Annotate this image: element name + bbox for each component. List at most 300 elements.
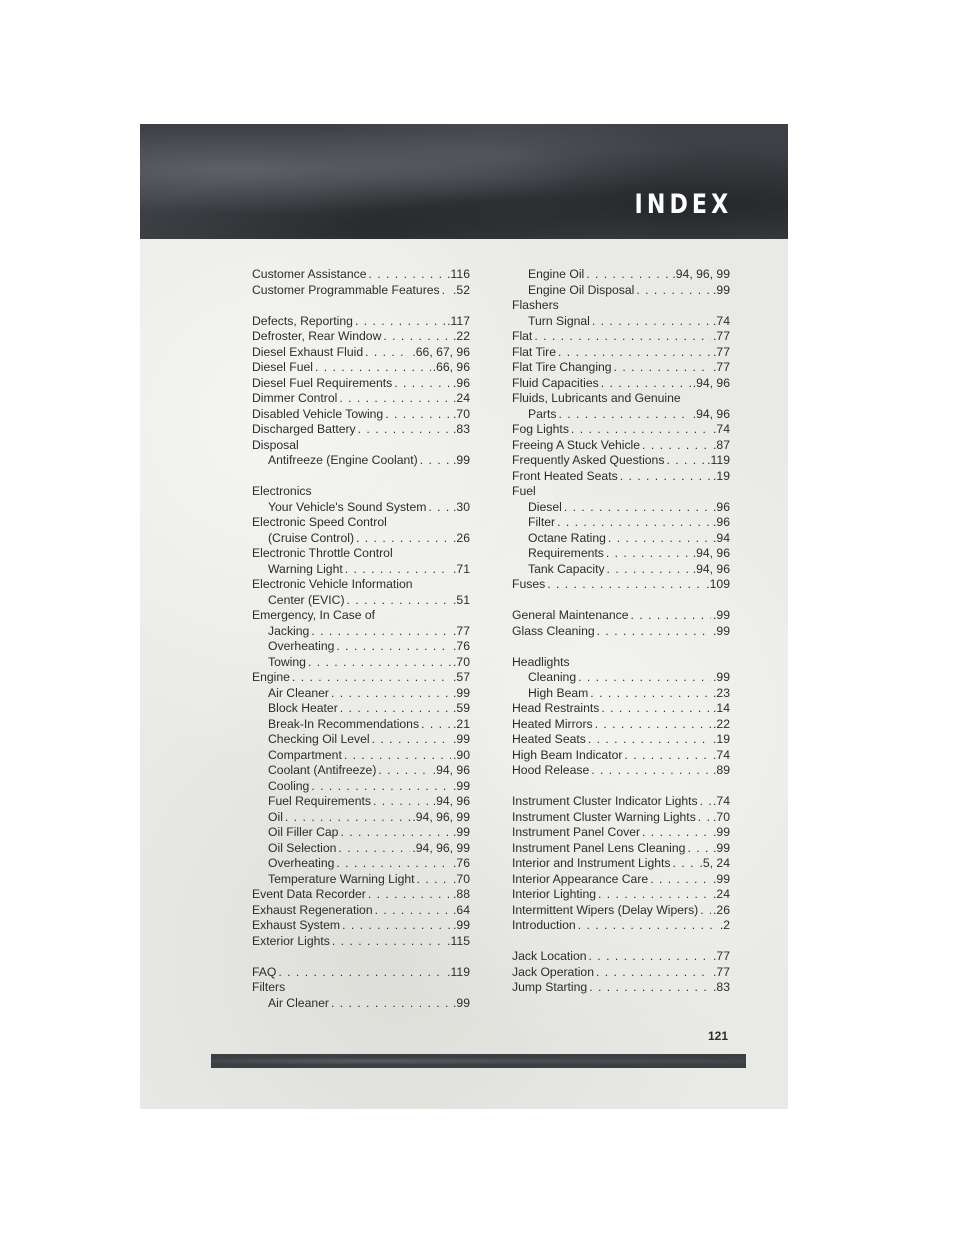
dot-leader — [586, 267, 670, 283]
entry-label: Air Cleaner — [268, 995, 329, 1010]
entry-page-ref: .94, 96, 99 — [412, 809, 470, 824]
entry-page-ref: .96 — [713, 499, 730, 514]
entry-label: Towing — [268, 654, 306, 669]
dot-leader — [344, 748, 451, 764]
entry-label: Compartment — [268, 747, 342, 762]
entry-page-ref: .77 — [713, 964, 730, 979]
dot-leader — [558, 345, 711, 361]
dot-leader — [378, 763, 430, 779]
dot-leader — [642, 825, 711, 841]
dot-leader — [596, 965, 711, 981]
index-subentry — [252, 500, 470, 516]
entry-label: Instrument Cluster Indicator Lights — [512, 794, 698, 808]
entry-page-ref: .70 — [713, 809, 730, 824]
index-subentry — [252, 732, 470, 748]
entry-label: Flat Tire — [512, 344, 557, 359]
index-entry — [512, 763, 730, 779]
entry-page-ref: .83 — [713, 980, 730, 994]
dot-leader — [355, 314, 445, 330]
entry-page-ref: .117 — [447, 313, 470, 328]
index-entry — [252, 670, 470, 686]
index-entry — [512, 345, 730, 361]
index-entry — [252, 438, 470, 454]
entry-page-ref: .51 — [453, 592, 470, 607]
index-subentry — [252, 779, 470, 795]
entry-label: Fuel — [512, 484, 536, 498]
index-subentry — [252, 701, 470, 717]
entry-page-ref: .2 — [719, 918, 730, 932]
index-entry — [512, 965, 730, 981]
index-entry — [252, 484, 470, 500]
index-subentry — [512, 670, 730, 686]
index-entry — [512, 655, 730, 671]
index-subentry — [512, 314, 730, 330]
entry-label: Heated Mirrors — [512, 716, 593, 731]
entry-spacer — [512, 639, 730, 655]
index-column-left — [252, 267, 470, 1011]
index-entry — [512, 887, 730, 903]
entry-page-ref: .23 — [713, 685, 730, 700]
dot-leader — [375, 903, 451, 919]
entry-label: FAQ — [252, 964, 277, 979]
index-subentry — [252, 655, 470, 671]
entry-label: General Maintenance — [512, 608, 629, 622]
index-entry — [512, 376, 730, 392]
entry-label: Hood Release — [512, 763, 590, 777]
dot-leader — [292, 670, 451, 686]
dot-leader — [342, 918, 451, 934]
dot-leader — [534, 329, 711, 345]
entry-page-ref: .59 — [453, 701, 470, 715]
dot-leader — [650, 872, 711, 888]
entry-label: Frequently Asked Questions — [512, 453, 665, 467]
entry-label: Turn Signal — [528, 313, 590, 328]
dot-leader — [365, 345, 410, 361]
index-entry — [512, 825, 730, 841]
dot-leader — [336, 856, 451, 872]
entry-label: High Beam — [528, 685, 589, 700]
index-entry — [252, 515, 470, 531]
dot-leader — [636, 283, 711, 299]
entry-spacer — [252, 469, 470, 485]
dot-leader — [620, 469, 711, 485]
entry-page-ref: .99 — [453, 732, 470, 746]
index-subentry — [512, 546, 730, 562]
dot-leader — [606, 546, 691, 562]
dot-leader — [383, 329, 451, 345]
index-subentry — [512, 283, 730, 299]
index-entry — [252, 407, 470, 423]
entry-page-ref: .90 — [453, 747, 470, 762]
dot-leader — [331, 686, 451, 702]
entry-page-ref: .119 — [707, 453, 730, 467]
dot-leader — [595, 717, 711, 733]
index-entry — [512, 298, 730, 314]
dot-leader — [340, 825, 451, 841]
entry-label: Interior and Instrument Lights — [512, 856, 671, 870]
entry-page-ref: .66, 67, 96 — [412, 344, 470, 359]
entry-label: Tank Capacity — [528, 561, 605, 576]
index-entry — [512, 903, 730, 919]
entry-label: Block Heater — [268, 701, 338, 715]
dot-leader — [598, 887, 711, 903]
entry-label: High Beam Indicator — [512, 747, 623, 762]
index-entry — [512, 918, 730, 934]
index-subentry — [252, 825, 470, 841]
index-entry — [512, 841, 730, 857]
index-entry — [252, 422, 470, 438]
index-entry — [512, 794, 730, 810]
entry-label: Emergency, In Case of — [252, 608, 376, 622]
index-subentry — [252, 717, 470, 733]
entry-page-ref: .94, 96, 99 — [672, 267, 730, 281]
entry-label: Your Vehicle's Sound System — [268, 499, 427, 514]
entry-label: Interior Appearance Care — [512, 871, 649, 886]
entry-label: Front Heated Seats — [512, 468, 618, 483]
entry-label: Exhaust Regeneration — [252, 902, 373, 917]
entry-label: Flashers — [512, 298, 559, 312]
entry-page-ref: .99 — [713, 608, 730, 622]
entry-label: Engine Oil Disposal — [528, 282, 635, 297]
index-column-right — [512, 267, 730, 996]
entry-label: Jack Location — [512, 949, 587, 963]
entry-page-ref: .71 — [453, 561, 470, 576]
entry-label: Heated Seats — [512, 732, 586, 746]
index-entry — [512, 329, 730, 345]
dot-leader — [597, 624, 711, 640]
entry-page-ref: .77 — [453, 623, 470, 638]
entry-label: Fluids, Lubricants and Genuine — [512, 391, 681, 405]
index-entry — [252, 577, 470, 593]
entry-label: Electronic Vehicle Information — [252, 577, 413, 591]
index-entry — [512, 360, 730, 376]
entry-page-ref: .70 — [453, 654, 470, 669]
entry-label: Checking Oil Level — [268, 732, 370, 746]
entry-page-ref: .88 — [453, 887, 470, 901]
entry-page-ref: .77 — [713, 360, 730, 374]
dot-leader — [607, 562, 691, 578]
index-subentry — [512, 531, 730, 547]
entry-label: Overheating — [268, 856, 335, 870]
entry-page-ref: .99 — [713, 623, 730, 638]
entry-page-ref: .94, 96 — [692, 375, 730, 390]
dot-leader — [590, 686, 711, 702]
dot-leader — [338, 841, 410, 857]
entry-label: Fluid Capacities — [512, 375, 599, 390]
index-entry — [252, 283, 470, 299]
dot-leader — [373, 794, 431, 810]
entry-label: Disposal — [252, 437, 299, 452]
dot-leader — [358, 422, 451, 438]
index-page — [140, 124, 788, 1109]
entry-page-ref: .66, 96 — [432, 360, 470, 374]
index-subentry — [512, 267, 730, 283]
index-subentry — [512, 515, 730, 531]
entry-page-ref: .76 — [453, 639, 470, 653]
entry-label: Instrument Panel Cover — [512, 825, 641, 839]
dot-leader — [666, 453, 705, 469]
entry-page-ref: .94, 96 — [432, 763, 470, 777]
entry-label: Temperature Warning Light — [268, 871, 415, 886]
dot-leader — [687, 841, 711, 857]
entry-label: Head Restraints — [512, 701, 600, 715]
entry-page-ref: .70 — [453, 406, 470, 421]
dot-leader — [311, 624, 451, 640]
entry-page-ref: .96 — [453, 375, 470, 390]
entry-page-ref: .77 — [713, 949, 730, 963]
entry-label: Diesel Fuel Requirements — [252, 375, 393, 390]
entry-label: Disabled Vehicle Towing — [252, 406, 384, 421]
index-entry — [512, 748, 730, 764]
index-subentry — [512, 686, 730, 702]
index-entry — [512, 732, 730, 748]
dot-leader — [417, 872, 452, 888]
entry-page-ref: .19 — [713, 468, 730, 483]
entry-page-ref: .30 — [453, 499, 470, 514]
entry-label: Antifreeze (Engine Coolant) — [268, 453, 418, 467]
entry-label: Fuel Requirements — [268, 794, 371, 808]
index-entry — [512, 484, 730, 500]
index-subentry — [252, 748, 470, 764]
dot-leader — [601, 376, 691, 392]
entry-label: Freeing A Stuck Vehicle — [512, 437, 641, 452]
index-subentry — [252, 841, 470, 857]
entry-page-ref: .94, 96, 99 — [412, 840, 470, 855]
dot-leader — [578, 670, 711, 686]
index-entry — [252, 965, 470, 981]
entry-page-ref: .94, 96 — [692, 406, 730, 421]
dot-leader — [308, 655, 451, 671]
index-entry — [512, 608, 730, 624]
entry-page-ref: .14 — [713, 701, 730, 715]
entry-label: Coolant (Antifreeze) — [268, 763, 377, 777]
entry-label: Dimmer Control — [252, 391, 338, 405]
dot-leader — [347, 593, 452, 609]
dot-leader — [700, 903, 711, 919]
entry-label: Jacking — [268, 623, 310, 638]
index-entry — [512, 717, 730, 733]
dot-leader — [285, 810, 410, 826]
dot-leader — [368, 887, 451, 903]
dot-leader — [420, 453, 451, 469]
entry-label: Center (EVIC) — [268, 592, 345, 607]
index-entry — [512, 949, 730, 965]
index-entry — [252, 980, 470, 996]
index-entry — [252, 918, 470, 934]
index-entry — [512, 701, 730, 717]
dot-leader — [557, 515, 711, 531]
index-entry — [252, 345, 470, 361]
footer-bar — [211, 1054, 746, 1068]
entry-label: Fuses — [512, 577, 546, 591]
index-entry — [252, 376, 470, 392]
entry-page-ref: .99 — [453, 453, 470, 467]
entry-label: Engine Oil — [528, 267, 585, 281]
entry-spacer — [252, 949, 470, 965]
dot-leader — [311, 779, 451, 795]
entry-spacer — [512, 593, 730, 609]
page-title: INDEX — [634, 189, 732, 220]
entry-label: Defects, Reporting — [252, 313, 353, 328]
entry-page-ref: .116 — [447, 267, 470, 281]
entry-page-ref: .115 — [447, 933, 470, 948]
entry-label: Exterior Lights — [252, 933, 330, 948]
index-entry — [512, 453, 730, 469]
dot-leader — [428, 500, 451, 516]
entry-label: Engine — [252, 670, 290, 684]
dot-leader — [558, 407, 690, 423]
index-entry — [512, 577, 730, 593]
dot-leader — [278, 965, 445, 981]
index-subentry — [252, 562, 470, 578]
index-entry — [252, 887, 470, 903]
entry-label: Defroster, Rear Window — [252, 329, 382, 343]
entry-page-ref: .89 — [713, 763, 730, 777]
entry-label: Electronics — [252, 484, 312, 498]
entry-page-ref: .77 — [713, 329, 730, 343]
entry-label: Instrument Panel Lens Cleaning — [512, 840, 686, 855]
entry-label: Discharged Battery — [252, 422, 356, 436]
dot-leader — [421, 717, 451, 733]
dot-leader — [589, 949, 712, 965]
index-subentry — [252, 794, 470, 810]
dot-leader — [368, 267, 445, 283]
index-entry — [252, 391, 470, 407]
entry-page-ref: .26 — [453, 530, 470, 545]
page-number: 121 — [708, 1029, 729, 1043]
dot-leader — [332, 934, 445, 950]
entry-page-ref: .26 — [713, 902, 730, 917]
entry-page-ref: .99 — [453, 685, 470, 700]
entry-page-ref: .64 — [453, 902, 470, 917]
entry-page-ref: .74 — [713, 313, 730, 328]
entry-label: Diesel — [528, 499, 562, 514]
entry-label: Octane Rating — [528, 530, 606, 545]
entry-page-ref: .99 — [713, 282, 730, 297]
index-subentry — [252, 686, 470, 702]
entry-label: Filters — [252, 980, 286, 994]
index-entry — [512, 624, 730, 640]
entry-label: Cooling — [268, 778, 310, 793]
index-subentry — [252, 453, 470, 469]
entry-spacer — [512, 779, 730, 795]
entry-page-ref: .22 — [453, 329, 470, 343]
dot-leader — [394, 376, 451, 392]
entry-page-ref: .99 — [713, 871, 730, 886]
entry-page-ref: .77 — [713, 344, 730, 359]
dot-leader — [631, 608, 712, 624]
entry-page-ref: .21 — [453, 716, 470, 731]
dot-leader — [571, 422, 711, 438]
entry-spacer — [252, 298, 470, 314]
index-entry — [512, 872, 730, 888]
entry-page-ref: .94, 96 — [692, 561, 730, 576]
entry-label: Fog Lights — [512, 422, 569, 436]
entry-page-ref: .109 — [706, 577, 730, 591]
dot-leader — [356, 531, 451, 547]
dot-leader — [336, 639, 451, 655]
index-entry — [512, 391, 730, 407]
entry-page-ref: .99 — [453, 778, 470, 793]
entry-page-ref: .99 — [453, 995, 470, 1010]
entry-page-ref: .99 — [713, 670, 730, 684]
index-subentry — [252, 531, 470, 547]
entry-page-ref: .83 — [453, 422, 470, 436]
entry-label: Event Data Recorder — [252, 887, 366, 901]
dot-leader — [698, 810, 711, 826]
entry-page-ref: .99 — [453, 825, 470, 839]
entry-label: Exhaust System — [252, 918, 341, 932]
entry-label: Instrument Cluster Warning Lights — [512, 809, 696, 824]
entry-label: Flat — [512, 329, 533, 343]
entry-label: Air Cleaner — [268, 685, 329, 700]
entry-label: Diesel Fuel — [252, 360, 313, 374]
entry-label: Oil Selection — [268, 840, 337, 855]
entry-page-ref: .87 — [713, 437, 730, 452]
index-subentry — [252, 624, 470, 640]
dot-leader — [588, 732, 711, 748]
index-entry — [252, 329, 470, 345]
dot-leader — [673, 856, 698, 872]
entry-page-ref: .94, 96 — [692, 546, 730, 560]
entry-page-ref: .5, 24 — [699, 856, 730, 870]
entry-page-ref: .57 — [453, 670, 470, 684]
entry-spacer — [512, 934, 730, 950]
index-entry — [252, 360, 470, 376]
entry-label: Introduction — [512, 918, 576, 932]
entry-label: Flat Tire Changing — [512, 360, 612, 374]
entry-page-ref: .99 — [713, 825, 730, 839]
entry-page-ref: .24 — [453, 391, 470, 405]
dot-leader — [608, 531, 711, 547]
dot-leader — [601, 701, 711, 717]
dot-leader — [700, 794, 711, 810]
entry-label: Glass Cleaning — [512, 623, 595, 638]
entry-label: Intermittent Wipers (Delay Wipers) — [512, 902, 699, 917]
header-banner — [140, 124, 788, 239]
dot-leader — [331, 996, 451, 1012]
index-subentry — [252, 639, 470, 655]
index-entry — [512, 438, 730, 454]
dot-leader — [340, 701, 451, 717]
index-entry — [512, 469, 730, 485]
dot-leader — [591, 763, 711, 779]
dot-leader — [315, 360, 431, 376]
dot-leader — [642, 438, 711, 454]
entry-label: Electronic Speed Control — [252, 515, 387, 529]
entry-page-ref: .74 — [713, 747, 730, 762]
entry-label: Requirements — [528, 546, 604, 560]
index-subentry — [512, 562, 730, 578]
dot-leader — [547, 577, 704, 593]
index-entry — [512, 980, 730, 996]
entry-label: Break-In Recommendations — [268, 716, 420, 731]
index-entry — [512, 810, 730, 826]
entry-label: Customer Programmable Features — [252, 282, 440, 297]
dot-leader — [614, 360, 711, 376]
dot-leader — [564, 500, 711, 516]
entry-label: Electronic Throttle Control — [252, 546, 393, 560]
dot-leader — [578, 918, 718, 934]
dot-leader — [442, 283, 451, 299]
entry-label: Warning Light — [268, 561, 343, 576]
index-subentry — [252, 593, 470, 609]
entry-label: Overheating — [268, 639, 335, 653]
index-entry — [252, 608, 470, 624]
entry-page-ref: .52 — [453, 282, 470, 297]
dot-leader — [589, 980, 711, 996]
index-entry — [252, 934, 470, 950]
